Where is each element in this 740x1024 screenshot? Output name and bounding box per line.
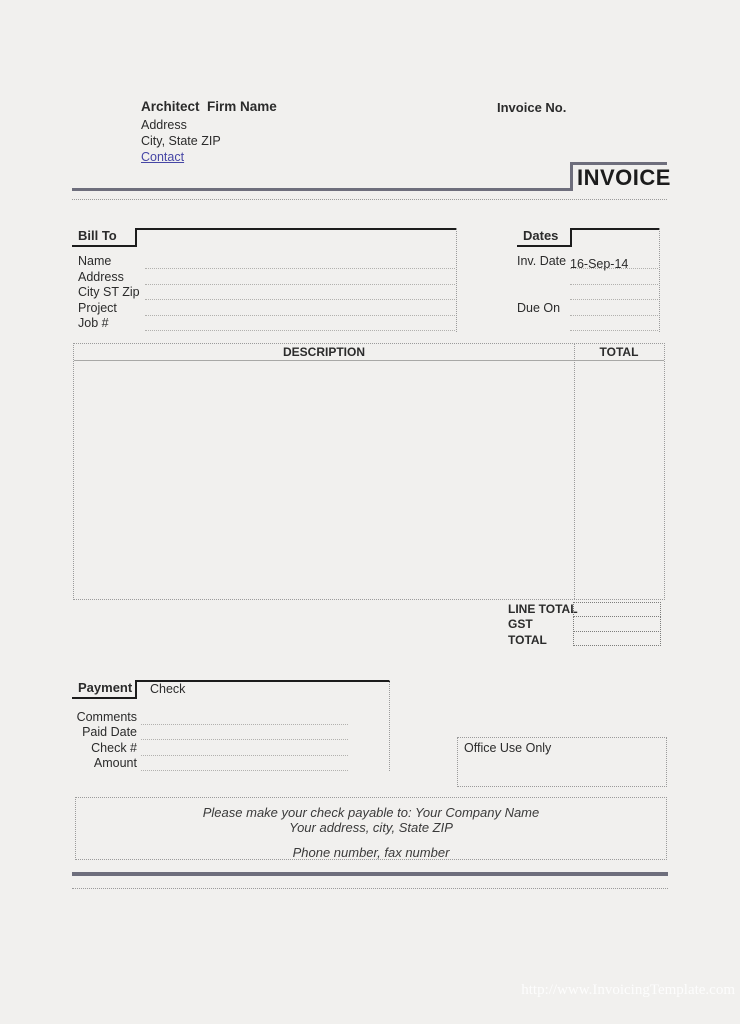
- city-st-zip-label: City ST Zip: [78, 285, 140, 300]
- footer-rule: [72, 872, 668, 876]
- title-rule-left: [72, 188, 570, 191]
- footer-dotted-rule: [72, 888, 668, 889]
- inv-date-field[interactable]: [570, 255, 658, 272]
- check-number-row: [62, 740, 351, 755]
- firm-name: Architect Firm Name: [141, 99, 277, 114]
- bill-to-row-name: [78, 254, 455, 269]
- project-field[interactable]: [145, 302, 455, 316]
- name-field[interactable]: [145, 255, 455, 269]
- items-table: [73, 343, 665, 600]
- remittance-box: [75, 797, 667, 860]
- bill-to-tab: Bill To: [72, 228, 137, 247]
- invoice-number-label: Invoice No.: [497, 100, 567, 115]
- bill-to-right-border: [456, 228, 457, 332]
- header-dotted-rule: [72, 199, 667, 200]
- job-number-label: Job #: [78, 315, 109, 330]
- check-number-label: Check #: [91, 740, 137, 755]
- dates-blank-field[interactable]: [570, 271, 658, 285]
- watermark-url: http://www.InvoicingTemplate.com: [521, 982, 735, 998]
- firm-city-state-zip: City, State ZIP: [141, 134, 221, 148]
- bill-to-row-job: [78, 316, 455, 331]
- description-column-header: DESCRIPTION: [282, 345, 365, 359]
- total-label: TOTAL: [508, 632, 547, 647]
- items-table-body[interactable]: [74, 361, 664, 599]
- dates-blank-row: [517, 316, 658, 331]
- dates-fields: [517, 254, 658, 331]
- bill-to-row-project: [78, 300, 455, 315]
- gst-field[interactable]: [573, 616, 661, 631]
- comments-row: [62, 710, 351, 725]
- paid-date-label: Paid Date: [82, 725, 137, 740]
- payment-right-border: [389, 680, 390, 771]
- inv-date-row: [517, 254, 658, 272]
- firm-address: Address: [141, 118, 187, 132]
- bill-to-top-border: [137, 228, 456, 230]
- remit-phone-line: Phone number, fax number: [292, 845, 450, 860]
- line-total-field[interactable]: [573, 602, 661, 617]
- totals-labels: [508, 602, 578, 648]
- dates-blank-field[interactable]: [570, 286, 658, 300]
- city-st-zip-field[interactable]: [145, 286, 455, 300]
- comments-field[interactable]: [141, 711, 348, 725]
- total-field[interactable]: [573, 631, 661, 646]
- paid-date-row: [62, 725, 351, 740]
- dates-blank-row: [517, 285, 658, 300]
- amount-row: [62, 756, 351, 771]
- comments-label: Comments: [76, 710, 137, 725]
- dates-top-border: [572, 228, 660, 230]
- check-number-field[interactable]: [141, 742, 348, 756]
- payment-fields: [62, 710, 351, 771]
- dates-right-border: [659, 228, 660, 332]
- remit-address-line: Your address, city, State ZIP: [289, 820, 453, 835]
- gst-label: GST: [508, 617, 533, 632]
- column-divider: [574, 344, 575, 599]
- due-on-field[interactable]: [570, 302, 658, 316]
- amount-field[interactable]: [141, 757, 348, 771]
- inv-date-value: 16-Sep-14: [570, 257, 629, 272]
- bill-to-row-city: [78, 285, 455, 300]
- amount-label: Amount: [93, 755, 137, 770]
- name-label: Name: [78, 254, 112, 269]
- line-total-label: LINE TOTAL: [508, 602, 578, 616]
- paid-date-field[interactable]: [141, 726, 348, 740]
- office-use-only-label: Office Use Only: [464, 741, 552, 755]
- project-label: Project: [78, 300, 117, 315]
- due-on-label: Due On: [517, 300, 561, 315]
- dates-tab: Dates: [517, 228, 572, 247]
- due-on-row: [517, 300, 658, 315]
- items-table-header: [74, 344, 664, 361]
- payable-to-line: Please make your check payable to: Your Company Name: [202, 805, 540, 820]
- total-column-header: TOTAL: [599, 345, 639, 359]
- address-field[interactable]: [145, 271, 455, 285]
- bill-to-row-address: [78, 269, 455, 284]
- address-label: Address: [78, 269, 124, 284]
- dates-blank-field[interactable]: [570, 317, 658, 331]
- job-number-field[interactable]: [145, 317, 455, 331]
- contact-link[interactable]: Contact: [141, 150, 185, 164]
- dates-blank-row: [517, 269, 658, 284]
- payment-method-value[interactable]: Check: [150, 682, 186, 696]
- payment-tab: Payment: [72, 680, 137, 699]
- invoice-title: INVOICE: [570, 162, 667, 191]
- totals-boxes: [573, 602, 661, 646]
- inv-date-label: Inv. Date: [517, 254, 567, 269]
- office-use-only-box[interactable]: [457, 737, 667, 787]
- bill-to-fields: [78, 254, 455, 331]
